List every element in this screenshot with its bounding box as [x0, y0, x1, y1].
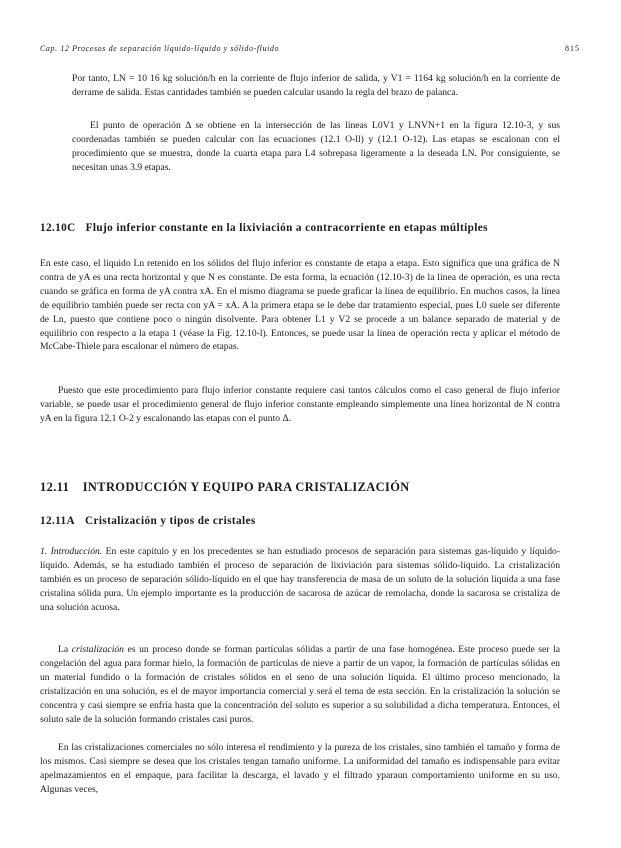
- intro-body: En este capítulo y en los precedentes se han estudiado procesos de separación para sistemas gas-líquido y líquido-líquido. Además, se ha estudiado también el proceso de separación de lixiviación para sistemas sólido-líquido. La cristalización también es un proceso de separación sólido-líquido en el que hay transferencia de masa de un soluto de la solución líquida a una fase cristalina sólida pura. Un ejemplo importante es la producción de sacarosa de azúcar de remolacha, donde la sacarosa se cristaliza de una solución acuosa.: [40, 546, 561, 613]
- paragraph-commercial: En las cristalizaciones comerciales no sólo interesa el rendimiento y la pureza de los cristales, sino también el tamaño y forma de los mismos. Casi siempre se desea que los cristales tengan tamaño uniforme. La uniformidad del tamaño es indispensable para evitar apelmazamientos en el empaque, para facilitar la descarga, el lavado y el filtrado yparaun comportamiento uniforme en su uso. Algunas veces,: [40, 742, 560, 795]
- section-heading-12-10c: [40, 222, 488, 234]
- section-number: 12.10C: [40, 222, 76, 234]
- paragraph-crystallization: La cristalización es un proceso donde se forman partículas sólidas a partir de una fase homogénea. Este proceso puede ser la congelación del agua para formar hielo, la formación de partículas de nieve a partir de un vapor, la formación de partículas sólidas en un material fundido o la formación de cristales sólidos en el seno de una solución líquida. El último proceso mencionado, la cristalización en una solución, es el de mayor importancia comercial y será el tema de esta sección. En la cristalización la solución se concentra y casi siempre se enfría hasta que la concentración del soluto es superior a su solubilidad a dicha temperatura. Entonces, el soluto sale de la solución formando cristales casi puros.: [40, 644, 560, 725]
- paragraph-operating-point: El punto de operación Δ se obtiene en la intersección de las líneas L0V1 y LNVN+1 en la figura 12.10-3, y sus coordenadas también se pueden calcular con las ecuaciones (12.1 O-ll) y (12.1 O-12). Las etapas se escalonan con el procedimiento que se muestra, donde la cuarta etapa para L4 sobrepasa ligeramente a la deseada LN. Por consiguiente, se necesitan unas 3.9 etapas.: [72, 120, 560, 173]
- section-heading-12-11a: [40, 515, 256, 527]
- section-number: 12.11A: [40, 515, 76, 527]
- section-number: 12.11: [40, 480, 70, 494]
- section-title: Cristalización y tipos de cristales: [85, 515, 256, 527]
- paragraph-result: Por tanto, LN = 10 16 kg solución/h en la corriente de flujo inferior de salida, y V1 = 1164 kg solución/h en la corriente de derrame de salida. Estas cantidades también se pueden calcular usando la regla del brazo de palanca.: [72, 73, 560, 98]
- paragraph-procedure: Puesto que este procedimiento para flujo inferior constante requiere casi tantos cálculos como el caso general de flujo inferior variable, se puede usar el procedimiento general de flujo inferior constante empleando simplemente una línea horizontal de N contra yA en la figura 12.1 O-2 y escalonando las etapas con el punto Δ.: [40, 385, 560, 424]
- running-head: [40, 44, 580, 53]
- paragraph-introduction: [40, 545, 560, 615]
- page-number: 815: [565, 44, 580, 53]
- section-title: Flujo inferior constante en la lixiviación a contracorriente en etapas múltiples: [85, 222, 488, 234]
- term-cristalizacion: cristalización: [71, 644, 124, 655]
- section-heading-12-11: [40, 480, 410, 495]
- running-head-title: Cap. 12 Procesos de separación líquido-líquido y sólido-fluido: [40, 44, 280, 53]
- section-title: INTRODUCCIÓN Y EQUIPO PARA CRISTALIZACIÓN: [82, 480, 410, 494]
- paragraph-constant-underflow: En este caso, el líquido Ln retenido en los sólidos del flujo inferior es constante de etapa a etapa. Esto significa que una gráfica de N contra de yA es una recta horizontal y que N es constante. De esta forma, la ecuación (12.10-3) de la línea de operación, es una recta cuando se gráfica en forma de yA contra xA. En el mismo diagrama se puede graficar la línea de equilibrio. En muchos casos, la línea de equilibrio también puede ser recta con yA = xA. A la primera etapa se le debe dar tratamiento especial, pues L0 suele ser diferente de Ln, puesto que contiene poco o ningún disolvente. Para obtener L1 y V2 se procede a un balance separado de material y de equilibrio con respecto a la etapa 1 (véase la Fig. 12.10-l). Entonces, se puede usar la línea de operación recta y aplicar el método de McCabe-Thiele para escalonar el número de etapas.: [40, 258, 560, 353]
- intro-lead: 1. Introducción.: [40, 546, 103, 557]
